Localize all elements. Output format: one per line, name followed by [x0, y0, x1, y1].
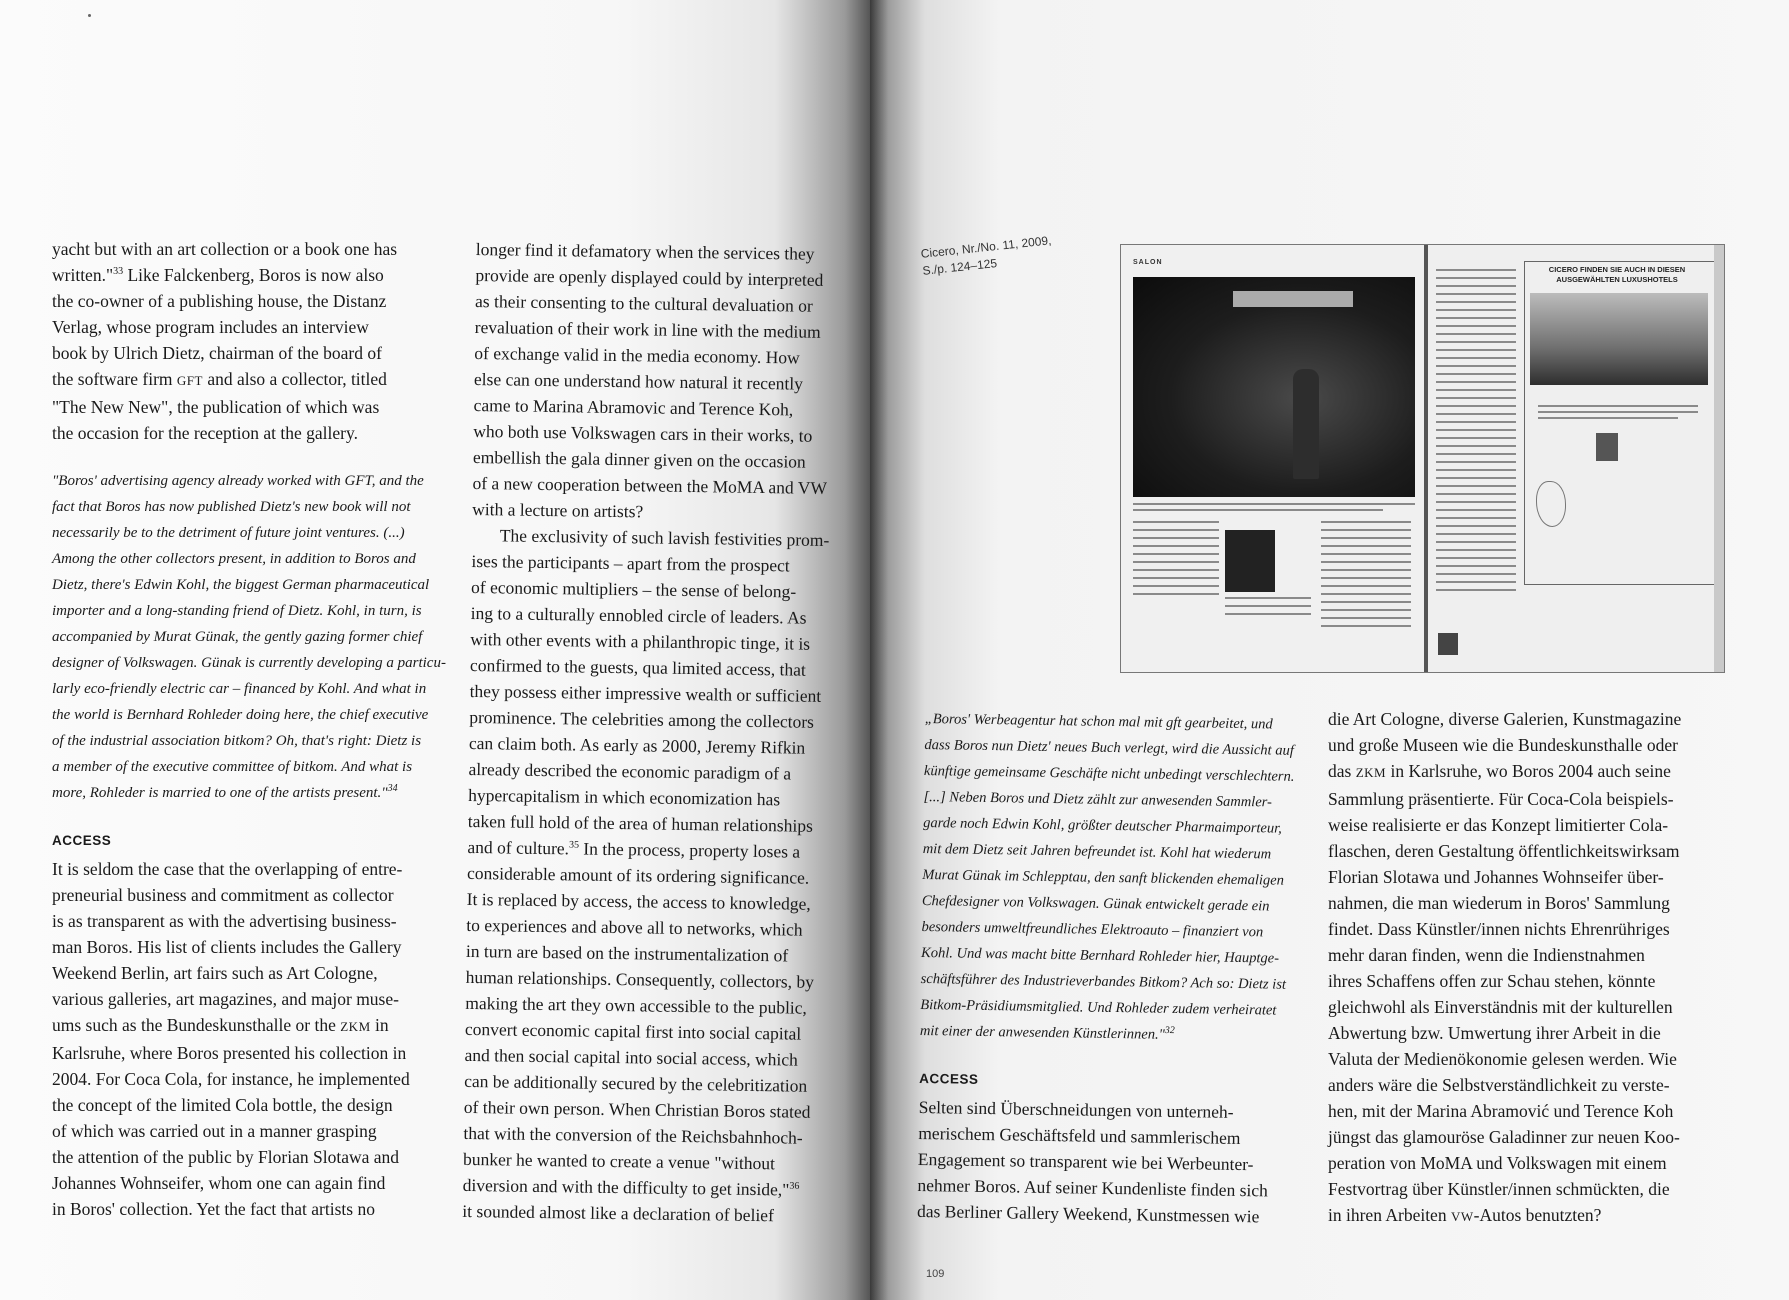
- text-line: [1436, 453, 1516, 455]
- text-line: the co-owner of a publishing house, the Distanz: [52, 291, 387, 311]
- text-line: [1133, 509, 1383, 511]
- text-line: The exclusivity of such lavish festivities prom-: [499, 525, 830, 550]
- text-line: can be additionally secured by the celebritization: [464, 1070, 808, 1096]
- text-line: in: [370, 1015, 389, 1035]
- quote-line: Murat Günak im Schlepptau, den sanft blickenden ehemaligen: [922, 866, 1285, 889]
- text-line: [1538, 405, 1698, 407]
- text-line: who both use Volkswagen cars in their works, to: [473, 420, 813, 446]
- text-line: of economic multipliers – the sense of belong-: [470, 576, 797, 602]
- text-line: peration von MoMA und Volkswagen mit einem: [1328, 1153, 1667, 1173]
- text-line: embellish the gala dinner given on the occasion: [472, 446, 806, 472]
- text-line: [1133, 561, 1219, 563]
- text-line: merischem Geschäftsfeld und sammlerischem: [918, 1122, 1241, 1149]
- text-line: [1436, 485, 1516, 487]
- text-line: considerable amount of its ordering significance.: [466, 862, 810, 888]
- text-line: It is seldom the case that the overlapping of entre-: [52, 859, 403, 879]
- footnote-ref: 33: [113, 266, 124, 278]
- text-line: "The New New", the publication of which was: [52, 397, 380, 417]
- text-line: as their consenting to the cultural devaluation or: [474, 290, 813, 316]
- quote-line: mit einer der anwesenden Künstlerinnen.": [919, 1022, 1165, 1043]
- quote-line: garde noch Edwin Kohl, größter deutscher Pharmaimporteur,: [923, 814, 1282, 837]
- text-line: with a lecture on artists?: [472, 498, 644, 522]
- text-line: [1133, 585, 1219, 587]
- text-line: [1133, 593, 1219, 595]
- text-line: [1133, 545, 1219, 547]
- text-line: confirmed to the guests, qua limited access, that: [469, 654, 806, 680]
- text-line: [1321, 609, 1411, 611]
- text-line: Sammlung präsentierte. Für Coca-Cola beispiels-: [1328, 789, 1674, 809]
- text-line: [1436, 573, 1516, 575]
- text-line: -Autos benutzten?: [1473, 1205, 1602, 1225]
- page-edge: [1714, 245, 1724, 672]
- text-line: ums such as the Bundeskunsthalle or the: [52, 1015, 341, 1035]
- text-line: In the process, property loses a: [578, 838, 801, 862]
- left-page-column-2: [462, 236, 854, 1229]
- text-line: came to Marina Abramovic and Terence Koh,: [473, 394, 794, 420]
- block-quote: [52, 468, 452, 806]
- quote-line: accompanied by Murat Günak, the gently gazing former chief: [52, 629, 423, 645]
- paragraph: [1328, 706, 1738, 1230]
- text-line: [1436, 565, 1516, 567]
- text-line: the concept of the limited Cola bottle, the design: [52, 1095, 393, 1115]
- text-line: [1436, 461, 1516, 463]
- text-line: weise realisierte er das Konzept limitierter Cola-: [1328, 815, 1669, 835]
- quote-line: Chefdesigner von Volkswagen. Günak entwickelt gerade ein: [921, 892, 1270, 915]
- text-line: written.": [52, 265, 114, 285]
- text-line: [1436, 517, 1516, 519]
- text-line: to experiences and above all to networks, which: [466, 914, 803, 940]
- right-page-column-1: [917, 706, 1315, 1230]
- text-line: und große Museen wie die Bundeskunsthalle oder: [1328, 735, 1678, 755]
- text-line: taken full hold of the area of human relationships: [467, 810, 813, 836]
- quote-line: Bitkom-Präsidiumsmitglied. Und Rohleder zudem verheiratet: [920, 996, 1277, 1019]
- block-quote: [920, 706, 1315, 1050]
- text-line: [1436, 581, 1516, 583]
- text-line: nehmer Boros. Auf seiner Kundenliste finden sich: [917, 1174, 1269, 1201]
- ceiling-light: [1233, 291, 1353, 307]
- text-line: human relationships. Consequently, collectors, by: [465, 966, 815, 992]
- text-line: [1436, 541, 1516, 543]
- text-line: in turn are based on the instrumentalization of: [465, 940, 789, 966]
- text-line: [1321, 545, 1411, 547]
- text-line: ing to a culturally ennobled circle of leaders. As: [470, 602, 807, 628]
- text-line: already described the economic paradigm of a: [468, 758, 792, 784]
- section-heading: ACCESS: [52, 833, 112, 848]
- text-line: Like Falckenberg, Boros is now also: [123, 265, 384, 285]
- text-line: [1436, 301, 1516, 303]
- advert-heading-line: CICERO FINDEN SIE AUCH IN DIESEN: [1548, 265, 1686, 274]
- text-line: [1436, 357, 1516, 359]
- text-line: [1436, 413, 1516, 415]
- text-line: [1225, 605, 1311, 607]
- text-line: [1436, 325, 1516, 327]
- magazine-right-page: [1428, 245, 1724, 672]
- text-line: 2004. For Coca Cola, for instance, he implemented: [52, 1069, 410, 1089]
- quote-line: of the industrial association bitkom? Oh, that's right: Dietz is: [52, 733, 422, 749]
- text-line: [1436, 589, 1516, 591]
- text-line: Weekend Berlin, art fairs such as Art Cologne,: [52, 963, 378, 983]
- text-line: [1436, 477, 1516, 479]
- footnote-ref: 36: [789, 1180, 800, 1192]
- quote-line: [...] Neben Boros und Dietz zählt zur anwesenden Sammler-: [923, 788, 1273, 811]
- text-line: [1436, 405, 1516, 407]
- left-page: [0, 0, 880, 1300]
- text-line: [1538, 417, 1678, 419]
- quote-line: "Boros' advertising agency already worked with GFT, and the: [52, 473, 424, 489]
- text-line: [1436, 285, 1516, 287]
- text-line: [1436, 533, 1516, 535]
- text-line: [1436, 341, 1516, 343]
- paragraph: [52, 856, 452, 1222]
- text-line: flaschen, deren Gestaltung öffentlichkeitswirksam: [1328, 841, 1680, 861]
- text-line: [1436, 501, 1516, 503]
- text-line: Abwertung bzw. Umwertung ihrer Arbeit in die: [1328, 1023, 1661, 1043]
- text-line: in Boros' collection. Yet the fact that artists no: [52, 1199, 375, 1219]
- text-line: [1321, 553, 1411, 555]
- text-line: findet. Dass Künstler/innen nichts Ehrenrühriges: [1328, 919, 1670, 939]
- text-line: the occasion for the reception at the gallery.: [52, 423, 358, 443]
- small-caps-text: GFT: [176, 373, 203, 388]
- text-line: anders wäre die Selbstverständlichkeit zu verste-: [1328, 1075, 1670, 1095]
- text-line: [1321, 617, 1411, 619]
- text-line: Verlag, whose program includes an interview: [52, 317, 369, 337]
- text-line: die Art Cologne, diverse Galerien, Kunstmagazine: [1328, 709, 1682, 729]
- text-line: preneurial business and commitment as collector: [52, 885, 394, 905]
- text-line: [1321, 537, 1411, 539]
- text-line: [1436, 549, 1516, 551]
- text-line: Valuta der Medienökonomie gelesen werden. Wie: [1328, 1049, 1677, 1069]
- text-line: ises the participants – apart from the prospect: [471, 550, 790, 576]
- text-line: [1436, 349, 1516, 351]
- right-page-column-2: [1328, 706, 1738, 1230]
- hotel-photo: [1530, 293, 1708, 385]
- text-line: [1436, 493, 1516, 495]
- quote-line: a member of the executive committee of bitkom. And what is: [52, 759, 413, 775]
- text-line: of a new cooperation between the MoMA and VW: [472, 472, 828, 498]
- magazine-photo: [1133, 277, 1415, 497]
- text-line: man Boros. His list of clients includes the Gallery: [52, 937, 402, 957]
- quote-line: schäftsführer des Industrieverbandes Bitkom? Ach so: Dietz ist: [920, 970, 1287, 993]
- paragraph: [52, 236, 452, 446]
- section-heading: ACCESS: [919, 1070, 979, 1087]
- text-line: [1436, 365, 1516, 367]
- text-line: nahmen, die man wiederum in Boros' Sammlung: [1328, 893, 1670, 913]
- text-line: [1436, 525, 1516, 527]
- text-line: [1436, 469, 1516, 471]
- standing-figure: [1293, 369, 1319, 479]
- text-line: and then social capital into social access, which: [464, 1044, 799, 1070]
- germany-map: [1536, 481, 1566, 527]
- text-line: of which was carried out in a manner grasping: [52, 1121, 377, 1141]
- text-line: hypercapitalism in which economization has: [468, 784, 781, 810]
- left-page-column-1: [52, 236, 452, 1222]
- text-line: [1133, 521, 1219, 523]
- text-line: in Karlsruhe, wo Boros 2004 auch seine: [1386, 761, 1671, 781]
- text-line: ihres Schaffens offen zur Schau stehen, könnte: [1328, 971, 1656, 991]
- text-line: mehr daran finden, wenn die Indienstnahmen: [1328, 945, 1645, 965]
- quote-line: „Boros' Werbeagentur hat schon mal mit gft gearbeitet, und: [924, 710, 1273, 733]
- text-line: [1436, 557, 1516, 559]
- magazine-section-label: SALON: [1133, 259, 1163, 266]
- text-line: various galleries, art magazines, and major muse-: [52, 989, 399, 1009]
- text-line: [1436, 309, 1516, 311]
- text-line: [1436, 397, 1516, 399]
- text-line: revaluation of their work in line with the medium: [474, 316, 821, 342]
- text-line: [1321, 601, 1411, 603]
- text-line: [1436, 269, 1516, 271]
- text-line: Festvortrag über Künstler/innen schmückten, die: [1328, 1179, 1670, 1199]
- quote-line: the world is Bernhard Rohleder doing here, the chief executive: [52, 707, 429, 723]
- text-line: [1225, 613, 1311, 615]
- text-line: [1321, 521, 1411, 523]
- text-line: [1436, 389, 1516, 391]
- text-line: Karlsruhe, where Boros presented his collection in: [52, 1043, 407, 1063]
- text-line: [1436, 277, 1516, 279]
- text-line: [1436, 317, 1516, 319]
- advert-heading: [1522, 265, 1712, 285]
- paragraph: [472, 236, 854, 527]
- quote-line: fact that Boros has now published Dietz's new book will not: [52, 499, 411, 515]
- page-mark: [88, 14, 91, 17]
- quote-line: Dietz, there's Edwin Kohl, the biggest German pharmaceutical: [52, 577, 430, 593]
- text-line: [1436, 509, 1516, 511]
- text-line: [1436, 373, 1516, 375]
- text-line: convert economic capital first into social capital: [464, 1018, 802, 1044]
- text-line: jüngst das glamouröse Galadinner zur neuen Koo-: [1328, 1127, 1680, 1147]
- quote-line: larly eco-friendly electric car – financed by Kohl. And what in: [52, 681, 427, 697]
- text-line: Johannes Wohnseifer, whom one can again find: [52, 1173, 386, 1193]
- paragraph: [917, 1094, 1309, 1230]
- caption-line: Cicero, Nr./No. 11, 2009,: [920, 233, 1053, 261]
- text-line: It is replaced by access, the access to knowledge,: [466, 888, 811, 914]
- text-line: [1436, 429, 1516, 431]
- text-line: hen, mit der Marina Abramović und Terence Koh: [1328, 1101, 1674, 1121]
- text-line: the attention of the public by Florian Slotawa and: [52, 1147, 400, 1167]
- text-line: making the art they own accessible to the public,: [465, 992, 808, 1018]
- text-line: the software firm: [52, 369, 177, 389]
- text-line: [1436, 293, 1516, 295]
- text-line: [1133, 577, 1219, 579]
- caption-line: S./p. 124–125: [921, 256, 998, 278]
- text-line: [1436, 445, 1516, 447]
- text-line: it sounded almost like a declaration of belief: [462, 1200, 774, 1226]
- small-caps-text: ZKM: [340, 1019, 371, 1034]
- text-line: [1133, 553, 1219, 555]
- quote-line: besonders umweltfreundliches Elektroauto – finanziert von: [921, 918, 1264, 941]
- author-photo: [1438, 633, 1458, 655]
- footnote-ref: 34: [387, 783, 398, 794]
- text-line: das Berliner Gallery Weekend, Kunstmessen wie: [916, 1200, 1260, 1227]
- text-line: das: [1328, 761, 1356, 781]
- text-line: [1436, 437, 1516, 439]
- text-line: longer find it defamatory when the services they: [475, 238, 815, 264]
- page-number: 109: [926, 1268, 945, 1280]
- quote-line: necessarily be to the detriment of future joint ventures. (...): [52, 525, 405, 541]
- advert-heading-line: AUSGEWÄHLTEN LUXUSHOTELS: [1556, 275, 1678, 284]
- text-line: [1538, 411, 1698, 413]
- text-line: [1133, 569, 1219, 571]
- text-line: else can one understand how natural it recently: [473, 368, 804, 394]
- quote-line: more, Rohleder is married to one of the artists present.": [52, 785, 388, 801]
- text-line: Florian Slotawa und Johannes Wohnseifer über-: [1328, 867, 1664, 887]
- quote-line: importer and a long-standing friend of Dietz. Kohl, in turn, is: [52, 603, 422, 619]
- text-line: [1321, 625, 1411, 627]
- small-caps-text: ZKM: [1355, 765, 1387, 780]
- text-line: Engagement so transparent wie bei Werbeunter-: [917, 1148, 1254, 1175]
- text-line: and of culture.: [467, 836, 570, 859]
- text-line: of exchange valid in the media economy. How: [474, 342, 800, 368]
- text-line: of their own person. When Christian Boros stated: [463, 1096, 811, 1122]
- text-line: [1321, 577, 1411, 579]
- magazine-left-page: [1121, 245, 1424, 672]
- text-line: prominence. The celebrities among the collectors: [469, 706, 815, 732]
- magazine-spread-image: [1120, 244, 1725, 673]
- text-line: [1436, 421, 1516, 423]
- text-line: bunker he wanted to create a venue "without: [462, 1148, 776, 1174]
- text-line: [1321, 529, 1411, 531]
- text-line: book by Ulrich Dietz, chairman of the board of: [52, 343, 382, 363]
- text-line: in ihren Arbeiten: [1328, 1205, 1451, 1225]
- text-line: [1436, 381, 1516, 383]
- text-line: [1436, 333, 1516, 335]
- text-line: provide are openly displayed could by interpreted: [475, 264, 824, 290]
- text-line: is as transparent as with the advertising business-: [52, 911, 397, 931]
- small-caps-text: VW: [1450, 1209, 1474, 1224]
- text-line: diversion and with the difficulty to get inside,": [462, 1174, 790, 1200]
- quote-line: designer of Volkswagen. Günak is currently developing a particu-: [52, 655, 446, 671]
- portrait-photo: [1596, 433, 1618, 461]
- quote-line: dass Boros nun Dietz' neues Buch verlegt, wird die Aussicht auf: [924, 736, 1294, 759]
- text-line: [1133, 529, 1219, 531]
- inset-photo: [1225, 530, 1275, 592]
- quote-line: Kohl. Und was macht bitte Bernhard Rohleder hier, Hauptge-: [920, 944, 1280, 967]
- text-line: and also a collector, titled: [202, 369, 387, 389]
- text-line: [1321, 593, 1411, 595]
- text-line: Selten sind Überschneidungen von unterneh-: [918, 1096, 1234, 1122]
- text-line: yacht but with an art collection or a book one has: [52, 239, 398, 259]
- text-line: with other events with a philanthropic tinge, it is: [470, 628, 811, 654]
- text-line: [1321, 569, 1411, 571]
- text-line: that with the conversion of the Reichsbahnhoch-: [463, 1122, 803, 1148]
- quote-line: Among the other collectors present, in addition to Boros and: [52, 551, 416, 567]
- text-line: [1225, 597, 1311, 599]
- text-line: [1133, 537, 1219, 539]
- text-line: gleichwohl als Einverständnis mit der kulturellen: [1328, 997, 1673, 1017]
- footnote-ref: 32: [1164, 1024, 1175, 1037]
- text-line: [1321, 585, 1411, 587]
- text-line: [1133, 503, 1415, 505]
- quote-line: künftige gemeinsame Geschäfte nicht unbedingt verschlechtern.: [923, 762, 1295, 785]
- text-line: [1321, 561, 1411, 563]
- footnote-ref: 35: [568, 839, 580, 851]
- paragraph: [462, 522, 850, 1229]
- text-line: they possess either impressive wealth or sufficient: [469, 680, 822, 706]
- text-line: can claim both. As early as 2000, Jeremy Rifkin: [468, 732, 806, 758]
- quote-line: mit dem Dietz seit Jahren befreundet ist. Kohl hat wiederum: [922, 840, 1272, 863]
